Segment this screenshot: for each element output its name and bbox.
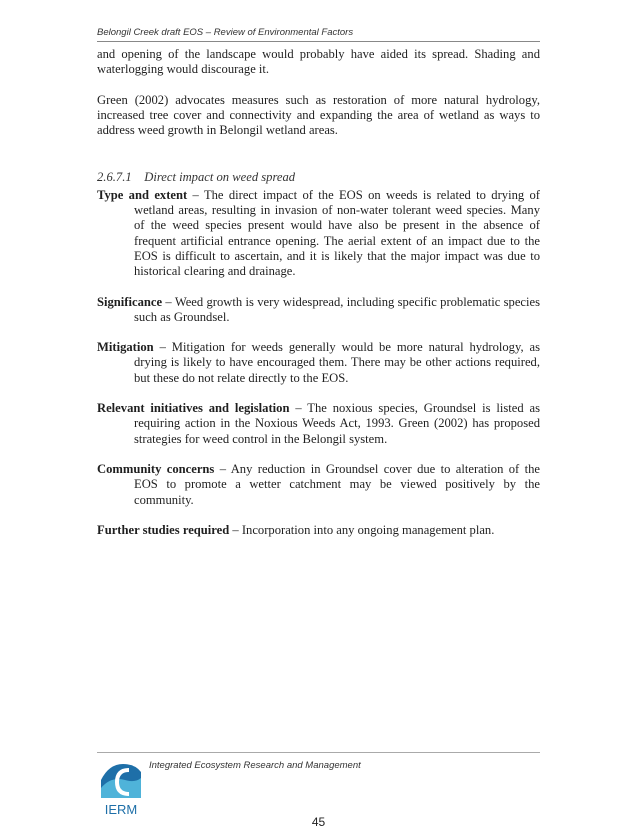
item-label: Type and extent [97, 187, 188, 202]
item-text: Mitigation for weeds generally would be more natural hydrology, as drying is likely to have encouraged them. There may be other actions required, but these do not relate directly to the EOS. [134, 340, 540, 385]
logo-text: IERM [104, 802, 138, 816]
page-number: 45 [311, 815, 326, 829]
section-title: Direct impact on weed spread [144, 170, 296, 185]
item-separator: – [162, 294, 175, 309]
item-label: Further studies required [97, 522, 230, 537]
list-item [97, 523, 540, 538]
ierm-logo-icon [99, 758, 143, 816]
document-body [97, 47, 540, 553]
item-separator: – [214, 461, 231, 476]
paragraph: Green (2002) advocates measures such as restoration of more natural hydrology, increased tree cover and connectivity and expanding the area of wetland as ways to address weed growth in Belongil wetland areas. [97, 92, 540, 138]
item-label: Significance [97, 294, 163, 309]
item-text: Weed growth is very widespread, including specific problematic species such as Groundsel. [134, 294, 540, 324]
section-number: 2.6.7.1 [97, 170, 132, 185]
list-item [97, 340, 540, 386]
item-separator: – [289, 401, 308, 416]
list-item [97, 295, 540, 326]
footer-organization: Integrated Ecosystem Research and Management [149, 760, 361, 771]
item-separator: – [153, 340, 172, 355]
item-label: Community concerns [97, 461, 215, 476]
running-header: Belongil Creek draft EOS – Review of Environmental Factors [97, 27, 540, 42]
item-text: The noxious species, Groundsel is listed as requiring action in the Noxious Weeds Act, 1993. Green (2002) has proposed strategies for weed control in the Belongil system. [134, 401, 540, 446]
item-text: The direct impact of the EOS on weeds is related to drying of wetland areas, resulting in invasion of non-water tolerant weed species. Many of the weed species present would have also be present in the absence of frequent artificial entrance opening. The aerial extent of an impact due to the EOS is difficult to ascertain, and it is likely that the major impact was due to historical clearing and drainage. [134, 187, 540, 279]
section-heading [97, 170, 540, 185]
item-label: Relevant initiatives and legislation [97, 401, 290, 416]
footer-divider [97, 752, 540, 753]
list-item [97, 401, 540, 447]
list-item [97, 462, 540, 508]
paragraph: and opening of the landscape would probably have aided its spread. Shading and waterlogging would discourage it. [97, 47, 540, 77]
item-label: Mitigation [97, 340, 154, 355]
item-separator: – [187, 187, 204, 202]
list-item [97, 188, 540, 280]
item-text: Any reduction in Groundsel cover due to alteration of the EOS to promote a wetter catchment may be viewed positively by the community. [134, 461, 540, 507]
item-text: Incorporation into any ongoing management plan. [241, 522, 495, 537]
item-separator: – [229, 522, 242, 537]
